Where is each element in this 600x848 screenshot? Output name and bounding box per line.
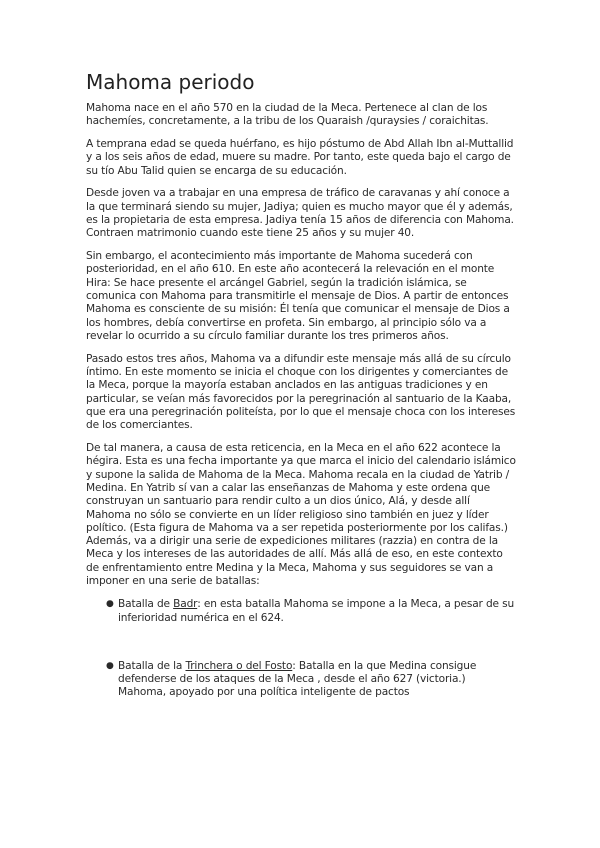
list-item-text: : Batalla en la que Medina consigue defenderse de los ataques de la Meca , desde el año 627 (victoria.) Mahoma, apoyado por una política inteligente de pactos: [118, 659, 477, 699]
list-item-prefix: Batalla de: [118, 598, 174, 611]
paragraph-revelation: Sin embargo, el acontecimiento más importante de Mahoma sucederá con posterioridad, en el año 610. En este año acontecerá la relevación en el monte Hira: Se hace presente el arcángel Gabriel, según la tradición islámica, se comunica con Mahoma para transmitirle el mensaje de Dios. A partir de entonces Mahoma es consciente de su misión: Él tenía que comunicar el mensaje de Dios a los hombres, debía convertirse en profeta. Sin embargo, al principio sólo va a revelar lo ocurrido a su círculo familiar durante los tres primeros años.: [86, 250, 510, 342]
list-item: [86, 598, 516, 625]
paragraph-jadiya: Desde joven va a trabajar en una empresa de tráfico de caravanas y ahí conoce a la que terminará siendo su mujer, Jadiya; quien es mucho mayor que él y además, es la propietaria de esta empresa. Jadiya tenía 15 años de diferencia con Mahoma. Contraen matrimonio cuando este tiene 25 años y su mujer 40.: [86, 187, 514, 240]
badr-link[interactable]: Badr: [173, 598, 198, 611]
document-body: [86, 70, 516, 700]
battles-list: [86, 598, 516, 699]
paragraph-preaching: Pasado estos tres años, Mahoma va a difundir este mensaje más allá de su círculo íntimo. En este momento se inicia el choque con los dirigentes y comerciantes de la Meca, porque la mayoría estaban anclados en las antiguas tradiciones y en particular, se veían más favorecidos por la peregrinación al santuario de la Kaaba, que era una peregrinación politeísta, por lo que el mensaje choca con los intereses de los comerciantes.: [86, 352, 516, 432]
paragraph-hegira: De tal manera, a causa de esta reticencia, en la Meca en el año 622 acontece la hégira. Esta es una fecha importante ya que marca el inicio del calendario islámico y supone la salida de Mahoma de la Meca. Mahoma recala en la ciudad de Yatrib / Medina. En Yatrib sí van a calar las enseñanzas de Mahoma y este ordena que construyan un santuario para rendir culto a un dios único, Alá, y desde allí Mahoma no sólo se convierte en un líder religioso sino también en juez y líder político. (Esta figura de Mahoma va a ser repetida posteriormente por los califas.) Además, va a dirigir una serie de expediciones militares (razzia) en contra de la Meca y los intereses de las autoridades de allí. Más allá de eso, en este contexto de enfrentamiento entre Medina y la Meca, Mahoma y sus seguidores se van a imponer en una serie de batallas:: [86, 442, 516, 587]
bullet-icon: ●: [106, 660, 114, 671]
trinchera-link[interactable]: Trinchera o del Fosto: [185, 659, 293, 672]
list-item-prefix: Batalla de la: [118, 659, 186, 672]
paragraph-orphan: A temprana edad se queda huérfano, es hijo póstumo de Abd Allah Ibn al-Muttallid y a los seis años de edad, muere su madre. Por tanto, este queda bajo el cargo de su tío Abu Talid quien se encarga de su educación.: [86, 138, 514, 177]
list-item: [86, 660, 516, 700]
bullet-icon: ●: [106, 599, 114, 610]
paragraph-birth: Mahoma nace en el año 570 en la ciudad de la Meca. Pertenece al clan de los hachemíes, concretamente, a la tribu de los Quaraish /quraysies / coraichitas.: [86, 102, 489, 128]
list-item-text: : en esta batalla Mahoma se impone a la Meca, a pesar de su inferioridad numérica en el 624.: [118, 598, 515, 624]
page-title: Mahoma periodo: [86, 70, 255, 94]
